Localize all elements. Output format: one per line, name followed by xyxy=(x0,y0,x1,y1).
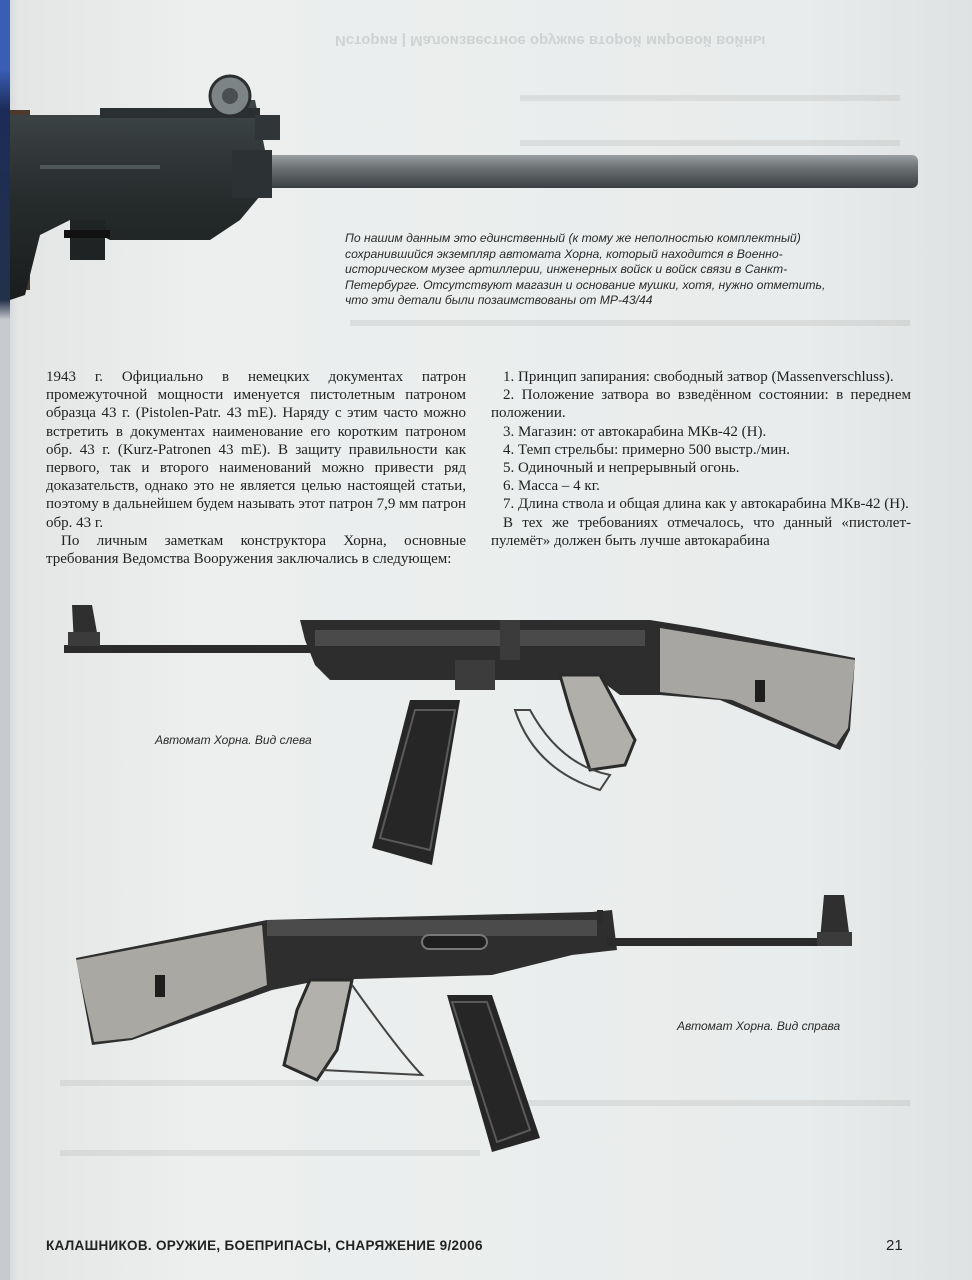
paragraph: В тех же требованиях отмечалось, что данный «пистолет-пулемёт» должен быть лучше автокарабина xyxy=(491,514,911,549)
paragraph: 1943 г. Официально в немецких документах патрон промежуточной мощности именуется пистолетным патроном образца 43 г. (Pistolen-Patr. 43 mE). Наряду с этим часто можно встретить в документах наименование его коротким патроном обр. 43 г. (Kurz-Patronen 43 mE). В защиту правильности как первого, так и второго наименований можно привести ряд доказательств, однако это не является целью настоящей статьи, поэтому в дальнейшем будем называть этот патрон 7,9 мм патрон обр. 43 г. xyxy=(46,369,466,531)
requirement-item: 3. Магазин: от автокарабина МКв-42 (Н). xyxy=(503,423,767,440)
top-photo-caption: По нашим данным это единственный (к тому же неполностью комплектный) сохранившийся экземпляр автомата Хорна, который находится в Военно-историческом музее артиллерии, инженерных войск и войск связи в Санкт-Петербурге. Отсутствуют магазин и основание мушки, хотя, нужно отметить, что эти детали были позаимствованы от МР-43/44 xyxy=(345,231,826,307)
magazine-footer-title: КАЛАШНИКОВ. ОРУЖИЕ, БОЕПРИПАСЫ, СНАРЯЖЕНИЕ 9/2006 xyxy=(46,1238,483,1253)
paragraph: По личным заметкам конструктора Хорна, основные требования Ведомства Вооружения заключались в следующем: xyxy=(46,532,466,568)
requirement-item: 6. Масса – 4 кг. xyxy=(503,478,600,495)
left-text-column xyxy=(46,368,466,568)
figure-caption-right-view: Автомат Хорна. Вид справа xyxy=(677,1019,841,1033)
requirement-item: 5. Одиночный и непрерывный огонь. xyxy=(503,460,740,477)
page-number: 21 xyxy=(886,1237,903,1254)
requirement-item: 4. Темп стрельбы: примерно 500 выстр./мин. xyxy=(503,441,791,458)
right-text-column xyxy=(491,368,911,550)
requirement-item: 2. Положение затвора во взведённом состоянии: в переднем положении. xyxy=(491,387,911,422)
figure-caption-left-view: Автомат Хорна. Вид слева xyxy=(155,733,312,747)
bleed-through-header: История | Малоизвестное оружие второй мировой войны xyxy=(335,32,766,49)
requirement-item: 1. Принцип запирания: свободный затвор (Massenverschluss). xyxy=(503,369,894,385)
requirement-item: 7. Длина ствола и общая длина как у автокарабина МКв-42 (Н). xyxy=(503,496,909,513)
